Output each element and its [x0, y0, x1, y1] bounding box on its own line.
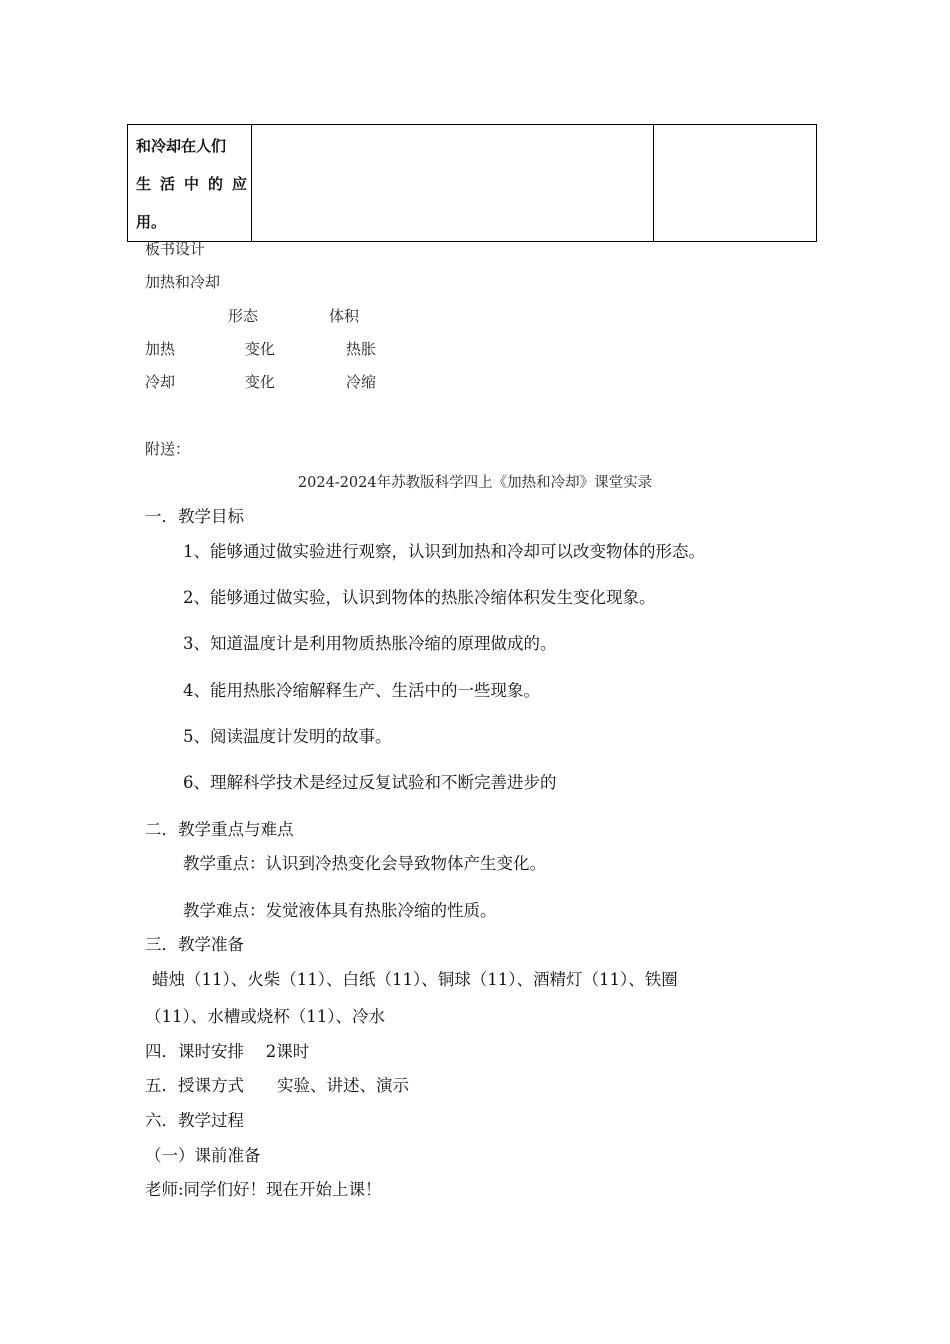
materials-line: 蜡烛（11）、火柴（11）、白纸（11）、铜球（11）、酒精灯（11）、铁圈	[152, 970, 678, 989]
board-cell: 加热	[145, 340, 176, 358]
table-cell-empty	[654, 125, 817, 242]
subsection-heading: （一）课前准备	[145, 1146, 261, 1165]
table-cell-empty	[252, 125, 654, 242]
board-col-volume: 体积	[329, 307, 360, 325]
board-cell: 冷却	[145, 373, 176, 391]
board-title: 加热和冷却	[145, 273, 221, 291]
list-item: 2、能够通过做实验，认识到物体的热胀冷缩体积发生变化现象。	[183, 588, 656, 607]
appendix-label: 附送：	[145, 440, 191, 458]
section-heading: 一．教学目标	[145, 507, 244, 526]
list-item: 5、阅读温度计发明的故事。	[183, 727, 392, 746]
key-point: 教学重点：认识到冷热变化会导致物体产生变化。	[183, 854, 546, 873]
materials-line: （11）、水槽或烧杯（11）、冷水	[145, 1007, 385, 1026]
list-item: 6、理解科学技术是经过反复试验和不断完善进步的	[183, 773, 557, 792]
table-cell-line: 和冷却在人们	[136, 137, 227, 155]
table-cell-topic	[128, 125, 257, 242]
table-cell-line: 生活中的应	[136, 175, 257, 193]
section-heading: 二．教学重点与难点	[145, 820, 294, 839]
board-heading: 板书设计	[145, 240, 206, 258]
dialogue-line: 老师:同学们好！现在开始上课！	[145, 1180, 382, 1199]
board-cell: 变化	[245, 373, 276, 391]
section-heading: 四．课时安排 2课时	[145, 1042, 310, 1061]
document-title: 2024-2024年苏教版科学四上《加热和冷却》课堂实录	[297, 475, 653, 491]
list-item: 1、能够通过做实验进行观察，认识到加热和冷却可以改变物体的形态。	[183, 542, 705, 561]
board-cell: 冷缩	[346, 373, 377, 391]
board-cell: 变化	[245, 340, 276, 358]
list-item: 3、知道温度计是利用物质热胀冷缩的原理做成的。	[183, 634, 557, 653]
section-heading: 六．教学过程	[145, 1111, 244, 1130]
difficult-point: 教学难点：发觉液体具有热胀冷缩的性质。	[183, 901, 497, 920]
table-cell-line: 用。	[136, 213, 167, 231]
board-col-form: 形态	[228, 307, 259, 325]
section-heading: 三．教学准备	[145, 935, 244, 954]
lesson-table	[127, 124, 817, 242]
board-cell: 热胀	[346, 340, 377, 358]
list-item: 4、能用热胀冷缩解释生产、生活中的一些现象。	[183, 681, 540, 700]
section-heading: 五．授课方式 实验、讲述、演示	[145, 1076, 409, 1095]
